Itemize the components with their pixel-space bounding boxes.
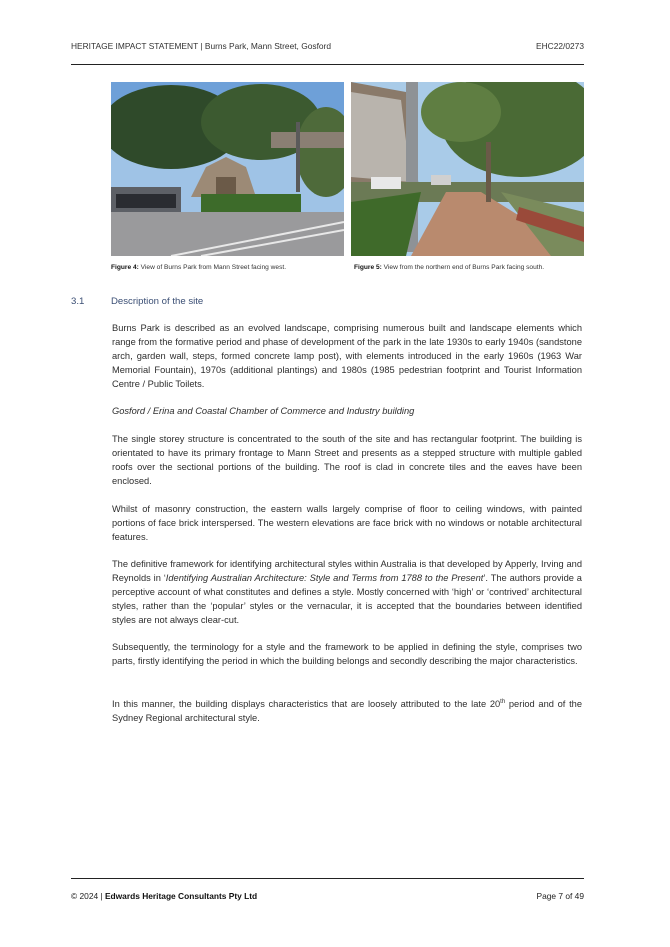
footer-copyright — [71, 891, 257, 901]
section-number: 3.1 — [71, 296, 85, 307]
body-paragraph-1 — [112, 322, 582, 392]
paragraph-text: The single storey structure is concentrated to the south of the site and has rectangular footprint. The building is orientated to have its primary frontage to Mann Street and presents as a stepped structure with multiple gabled roofs over the sectional portions of the building. The roof is clad in concrete tiles and the eaves have been enclosed. — [112, 434, 582, 486]
paragraph-text: Whilst of masonry construction, the eastern walls largely comprise of floor to ceiling windows, with painted portions of face brick interspersed. The western elevations are face brick with no windows or notable architectural features. — [112, 504, 582, 542]
figure-4-photo — [111, 82, 344, 256]
paragraph-text: Subsequently, the terminology for a style and the framework to be applied in defining the style, comprises two parts, firstly identifying the period in which the building belongs and secondly describing the major characteristics. — [112, 642, 582, 666]
paragraph-text — [112, 558, 582, 628]
copyright-text: © 2024 | — [71, 891, 105, 901]
footer-divider — [71, 878, 584, 879]
paragraph-text-part: period and of the Sydney Regional architectural style. — [112, 699, 582, 723]
superscript: th — [500, 699, 506, 705]
body-paragraph-4 — [112, 558, 582, 628]
page-header — [71, 41, 584, 51]
figure-5-text: View from the northern end of Burns Park facing south. — [381, 264, 545, 271]
company-name: Edwards Heritage Consultants Pty Ltd — [104, 891, 258, 901]
paragraph-text — [112, 696, 582, 726]
book-title: Identifying Australian Architecture: Style and Terms from 1788 to the Present — [165, 572, 484, 583]
body-paragraph-2 — [112, 433, 582, 489]
figure-4-caption — [111, 264, 286, 271]
body-paragraph-5 — [112, 641, 582, 669]
body-paragraph-6 — [112, 696, 582, 726]
section-heading — [71, 296, 203, 307]
figure-5-caption — [354, 264, 544, 271]
subheading-text: Gosford / Erina and Coastal Chamber of Commerce and Industry building — [112, 406, 415, 416]
figure-5-label: Figure 5: — [354, 264, 382, 271]
paragraph-text-part: ’. The authors provide a perceptive account of what constitutes and defines a style. Mostly concerned with ‘high’ or ‘contrived’ architectural styles, rather than the ‘popular’ styles or the vernacular, it is accepted that the boundaries between identified styles are not always clear-cut. — [112, 572, 582, 625]
header-title: HERITAGE IMPACT STATEMENT | Burns Park, Mann Street, Gosford — [71, 41, 332, 51]
paragraph-text-part: In this manner, the building displays characteristics that are loosely attributed to the late 20 — [112, 699, 501, 710]
header-divider — [71, 64, 584, 65]
figure-5-photo — [351, 82, 584, 256]
page-footer — [71, 891, 584, 901]
header-reference: EHC22/0273 — [536, 41, 584, 51]
figure-4-label: Figure 4: — [111, 264, 139, 271]
page-number: Page 7 of 49 — [536, 891, 584, 901]
section-title: Description of the site — [111, 296, 204, 307]
body-subheading — [112, 405, 582, 419]
figure-4-text: View of Burns Park from Mann Street facing west. — [138, 264, 287, 271]
body-paragraph-3 — [112, 503, 582, 545]
paragraph-text-part: The definitive framework for identifying architectural styles within Australia is that developed by Apperly, Irving and Reynolds in ‘ — [112, 559, 582, 583]
paragraph-text: Burns Park is described as an evolved landscape, comprising numerous built and landscape elements which range from the formative period and phase of development of the park in the late 1930s to early 1940s (sandstone arch, garden wall, steps, formed concrete lamp post), with elements introduced in the early 1960s (1963 War Memorial Fountain), 1970s (additional plantings) and 1980s (1985 pedestrian footprint and Tourist Information Centre / Public Toilets. — [112, 323, 582, 389]
